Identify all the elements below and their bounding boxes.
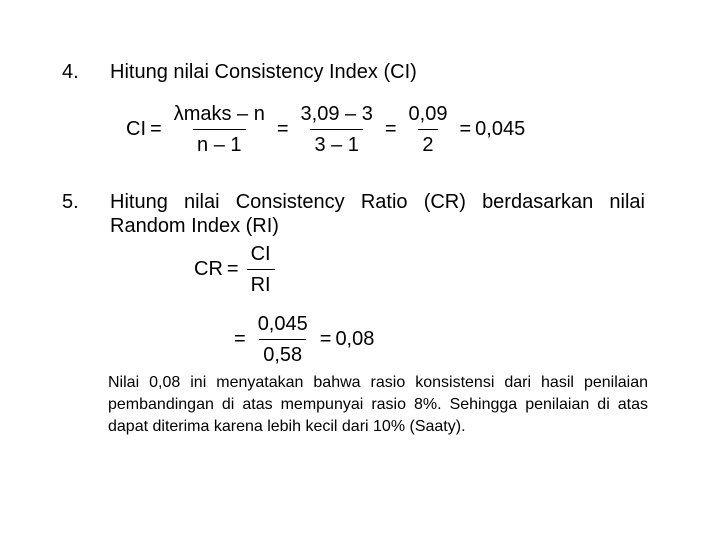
step-4-heading: Hitung nilai Consistency Index (CI) (110, 61, 417, 83)
cr-fraction-general (247, 242, 275, 297)
equals-sign: = (276, 118, 289, 140)
step-5-heading: Hitung nilai Consistency Ratio (CR) berdasarkan nilai Random Index (RI) (110, 191, 645, 237)
equals-sign: = (150, 118, 162, 140)
ci-symbol: CI (126, 118, 146, 140)
conclusion-paragraph: Nilai 0,08 ini menyatakan bahwa rasio konsistensi dari hasil penilaian pembandingan di atas mempunyai rasio 8%. Sehingga penilaian di atas dapat diterima karena lebih kecil dari 10% (Saaty). (108, 374, 648, 435)
cr-numerator-general: CI (250, 243, 271, 265)
cr-denominator-general: RI (247, 269, 275, 297)
ci-numerator-general: λmaks – n (173, 103, 265, 125)
ci-numerator-simplified: 0,09 (408, 103, 448, 125)
cr-numerator-substituted: 0,045 (257, 313, 308, 335)
cr-formula (194, 242, 279, 297)
equals-sign: = (234, 328, 246, 350)
ci-fraction-simplified (405, 102, 452, 157)
ci-denominator-simplified: 2 (418, 129, 437, 157)
cr-fraction-substituted (254, 312, 312, 367)
ci-denominator-general: n – 1 (193, 129, 245, 157)
ci-denominator-substituted: 3 – 1 (310, 129, 362, 157)
cr-denominator-substituted: 0,58 (259, 339, 306, 367)
ci-formula (126, 102, 525, 157)
ci-result: 0,045 (475, 118, 526, 140)
ci-numerator-substituted: 3,09 – 3 (300, 103, 373, 125)
step-4-number: 4. (62, 61, 79, 83)
cr-symbol: CR (194, 258, 223, 280)
equals-sign: = (384, 118, 397, 140)
equals-sign: = (226, 258, 239, 280)
ci-fraction-general (170, 102, 269, 157)
cr-result: 0,08 (335, 328, 375, 350)
cr-formula-substituted (230, 312, 374, 367)
ci-fraction-substituted (297, 102, 377, 157)
step-5-number: 5. (62, 191, 79, 213)
equals-sign: = (319, 328, 332, 350)
equals-sign: = (459, 118, 472, 140)
